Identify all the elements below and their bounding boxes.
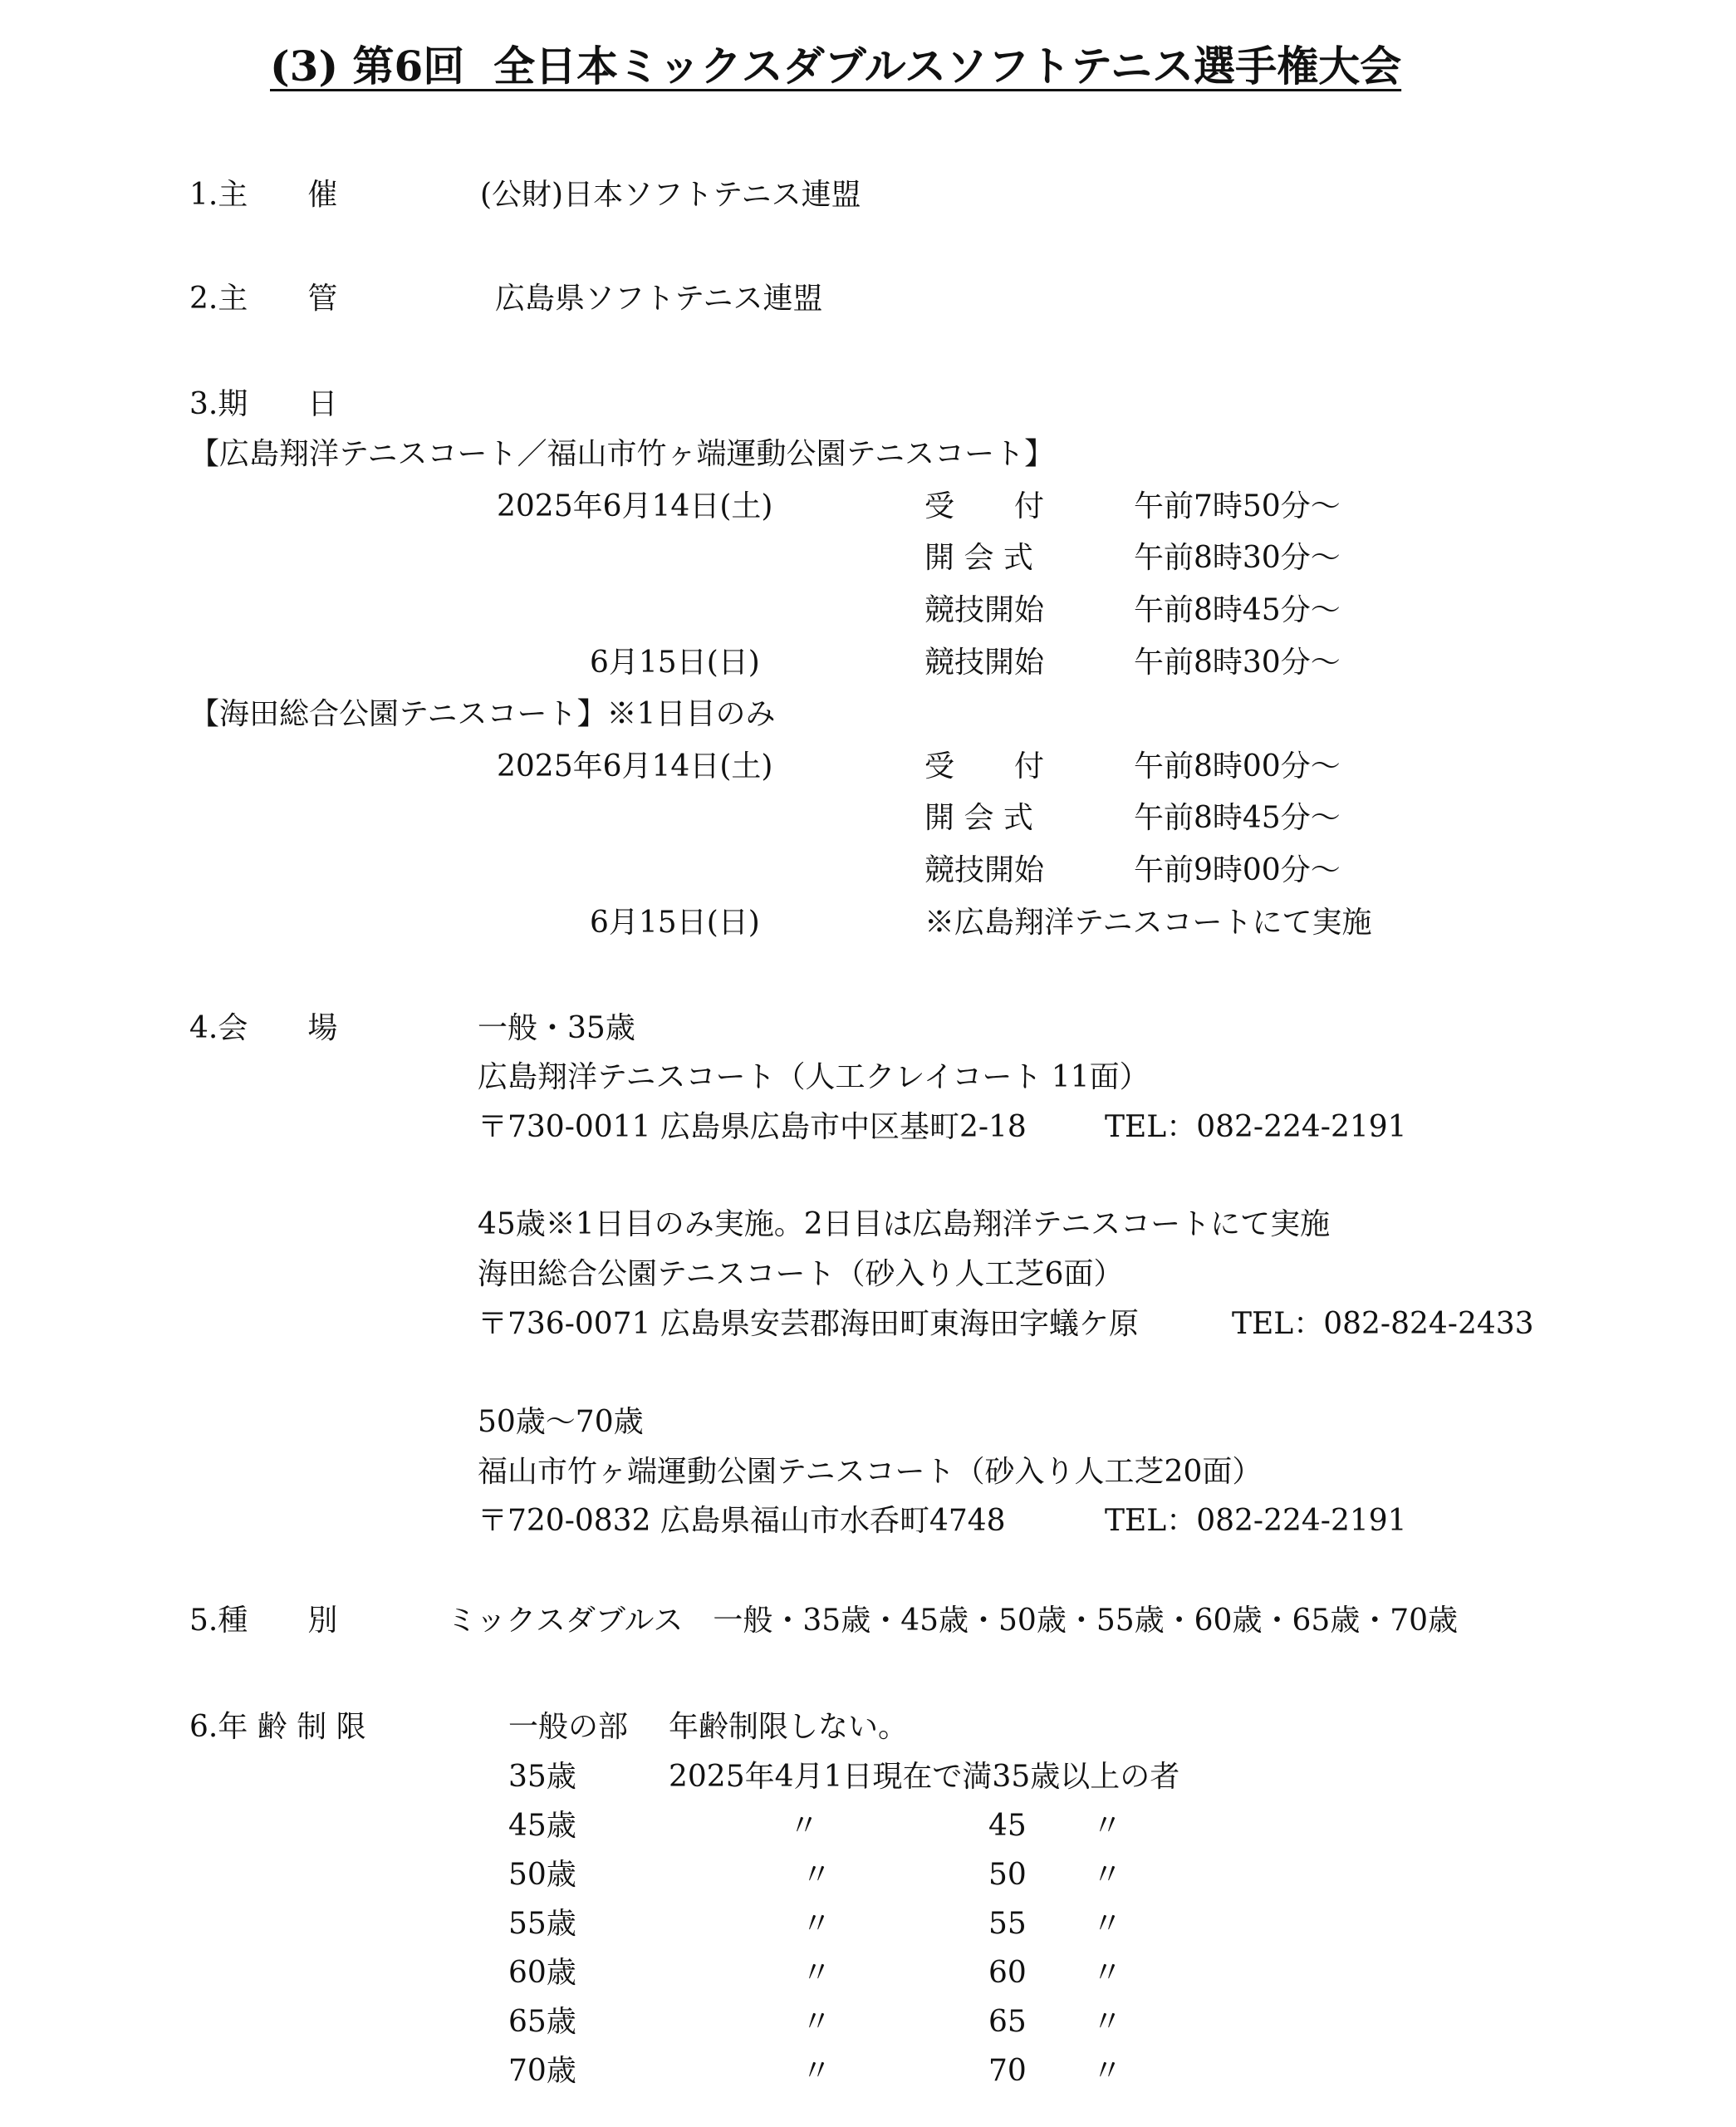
ditto-mark: 〃: [789, 1809, 820, 1843]
venue1-time: 午前8時45分～: [1134, 593, 1341, 627]
venue-group1-head: 一般・35歳: [478, 1011, 635, 1045]
age-row-age: 70: [988, 2054, 1027, 2088]
venue1-time: 午前8時30分～: [1134, 541, 1341, 575]
venue-group1-tel: TEL：082-224-2191: [1105, 1110, 1407, 1144]
age-row-age: 55: [988, 1907, 1027, 1941]
age-limit-label: 6.年 齢 制 限: [189, 1710, 366, 1744]
ditto-mark: 〃: [802, 2005, 832, 2039]
ditto-mark: 〃: [802, 1956, 832, 1990]
venue2-note: ※広島翔洋テニスコートにて実施: [924, 906, 1372, 940]
venue1-date-day1: 2025年6月14日(土): [497, 489, 773, 523]
organizer-value: (公財)日本ソフトテニス連盟: [480, 178, 861, 212]
age-row-cat: 70歳: [508, 2054, 576, 2088]
venue1-item: 受 付: [924, 489, 1045, 523]
venue-group1-name: 広島翔洋テニスコート（人工クレイコート 11面）: [478, 1060, 1150, 1094]
venue1-time: 午前8時30分～: [1134, 646, 1341, 680]
age-row-age: 45: [988, 1809, 1027, 1843]
venue2-item: 競技開始: [924, 853, 1045, 887]
age-row-cat: 65歳: [508, 2005, 576, 2039]
manager-label: 2.主 管: [189, 282, 338, 316]
organizer-label: 1.主 催: [189, 178, 338, 212]
age-row-rule: 2025年4月1日現在で満35歳以上の者: [669, 1760, 1180, 1794]
age-general-rule: 年齢制限しない。: [669, 1710, 909, 1744]
ditto-mark: 〃: [1092, 2005, 1123, 2039]
venue2-date-day1: 2025年6月14日(土): [497, 749, 773, 784]
page-title: (3) 第6回 全日本ミックスダブルスソフトテニス選手権大会: [270, 42, 1402, 91]
age-row-cat: 45歳: [508, 1809, 576, 1843]
venue-group3-address: 〒720-0832 広島県福山市水呑町4748: [478, 1504, 1006, 1538]
ditto-mark: 〃: [1092, 1858, 1123, 1892]
age-row-age: 65: [988, 2005, 1027, 2039]
ditto-mark: 〃: [1092, 1809, 1123, 1843]
date-label: 3.期 日: [189, 387, 338, 421]
category-label: 5.種 別: [189, 1604, 338, 1638]
venue1-item: 競技開始: [924, 593, 1045, 627]
age-row-cat: 50歳: [508, 1858, 576, 1892]
ditto-mark: 〃: [1092, 2054, 1123, 2088]
venue2-date-day2: 6月15日(日): [590, 906, 760, 940]
category-value: ミックスダブルス 一般・35歳・45歳・50歳・55歳・60歳・65歳・70歳: [447, 1604, 1459, 1638]
venue-label: 4.会 場: [189, 1011, 338, 1045]
age-general-cat: 一般の部: [508, 1710, 629, 1744]
ditto-mark: 〃: [802, 2054, 832, 2088]
venue2-item: 受 付: [924, 749, 1045, 784]
ditto-mark: 〃: [802, 1858, 832, 1892]
venue-group3-tel: TEL：082-224-2191: [1105, 1504, 1407, 1538]
age-row-age: 60: [988, 1956, 1027, 1990]
age-row-age: 50: [988, 1858, 1027, 1892]
age-row-cat: 55歳: [508, 1907, 576, 1941]
venue2-time: 午前8時00分～: [1134, 749, 1341, 784]
venue-group1-address: 〒730-0011 広島県広島市中区基町2-18: [478, 1110, 1027, 1144]
venue2-time: 午前9時00分～: [1134, 853, 1341, 887]
venue1-date-day2: 6月15日(日): [590, 646, 760, 680]
manager-value: 広島県ソフトテニス連盟: [495, 282, 823, 316]
venue-group2-address: 〒736-0071 広島県安芸郡海田町東海田字蟻ケ原: [478, 1307, 1139, 1341]
venue1-item: 競技開始: [924, 646, 1045, 680]
venue-group3-head: 50歳～70歳: [478, 1405, 644, 1439]
venue1-item: 開 会 式: [924, 541, 1033, 575]
venue2-time: 午前8時45分～: [1134, 801, 1341, 835]
ditto-mark: 〃: [1092, 1907, 1123, 1941]
age-row-cat: 60歳: [508, 1956, 576, 1990]
ditto-mark: 〃: [802, 1907, 832, 1941]
venue2-item: 開 会 式: [924, 801, 1033, 835]
age-row-cat: 35歳: [508, 1760, 576, 1794]
venue1-time: 午前7時50分～: [1134, 489, 1341, 523]
ditto-mark: 〃: [1092, 1956, 1123, 1990]
venue-group2-tel: TEL：082-824-2433: [1232, 1307, 1534, 1341]
venue1-heading: 【広島翔洋テニスコート／福山市竹ヶ端運動公園テニスコート】: [189, 437, 1055, 471]
venue-group3-name: 福山市竹ヶ端運動公園テニスコート（砂入り人工芝20面）: [478, 1455, 1263, 1489]
venue-group2-head: 45歳※1日目のみ実施。2日目は広島翔洋テニスコートにて実施: [478, 1207, 1331, 1241]
venue-group2-name: 海田総合公園テニスコート（砂入り人工芝6面）: [478, 1257, 1124, 1291]
venue2-heading: 【海田総合公園テニスコート】※1日目のみ: [189, 697, 776, 731]
